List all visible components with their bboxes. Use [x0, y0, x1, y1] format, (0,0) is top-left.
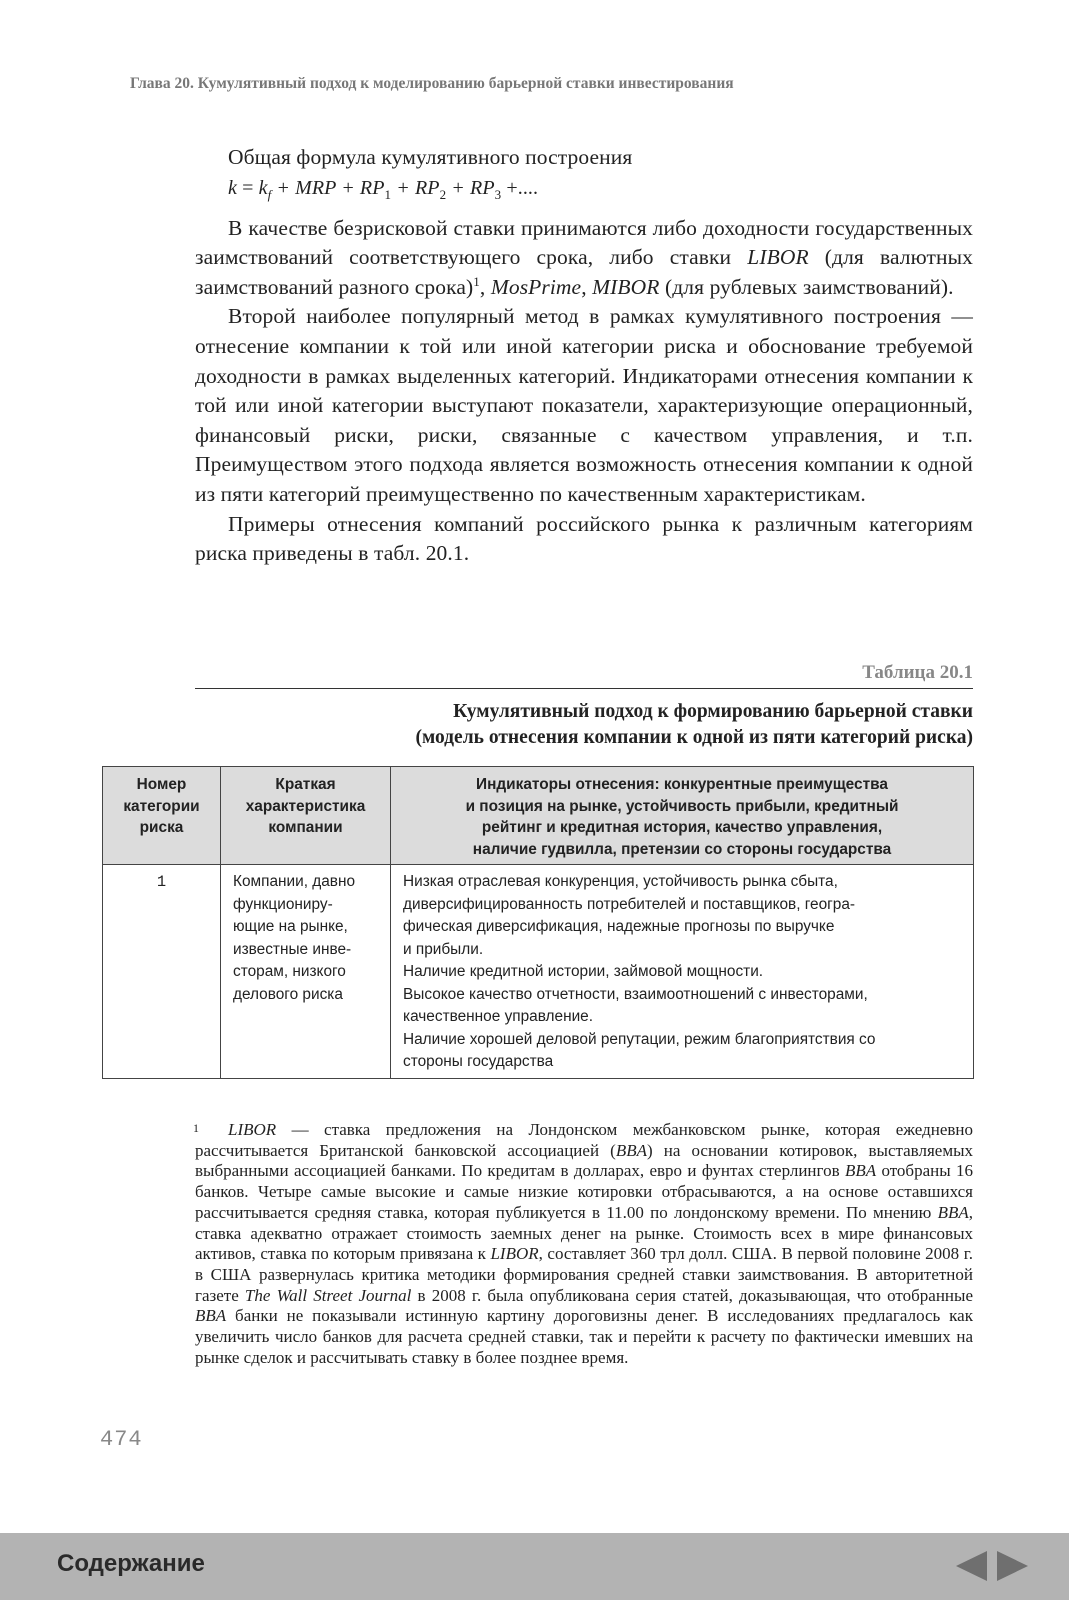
running-head: Глава 20. Кумулятивный подход к моделированию барьерной ставки инвестирования [130, 75, 734, 92]
risk-category-table [102, 766, 974, 1079]
footnote-ref[interactable]: 1 [473, 273, 480, 289]
cell-category: 1 [103, 865, 221, 1079]
paragraph-risk-free-rate: В качестве безрисковой ставки принимаются либо доходности государственных заимствований соответствующего срока, либо ставки LIBOR (для валютных заимствований разного срока)$^1$, MosPrime, MIBOR (для рублевых заимствований). [195, 215, 973, 299]
main-text [195, 143, 973, 569]
contents-link[interactable]: Содержание [57, 1550, 205, 1577]
header-category-number: Номер категории риска [103, 767, 221, 865]
table-rule [195, 688, 973, 689]
page-number: 474 [100, 1427, 143, 1452]
cell-indicators: Низкая отраслевая конкуренция, устойчивость рынка сбыта, диверсифицированность потребителей и поставщиков, геогра- фическая диверсификация, надежные прогнозы по выручке и прибыли. Наличие кредитной истории, займовой мощности. Высокое качество отчетности, взаимоотношений с инвесторами, качественное управление. Наличие хорошей деловой репутации, режим благоприятствия со стороны государства [391, 865, 974, 1079]
triangle-left-icon[interactable] [954, 1549, 988, 1588]
header-indicators: Индикаторы отнесения: конкурентные преимущества и позиция на рынке, устойчивость прибыли, кредитный рейтинг и кредитная история, качество управления, наличие гудвилла, претензии со стороны государства [391, 767, 974, 865]
table-title: Кумулятивный подход к формированию барьерной ставки (модель отнесения компании к одной из пяти категорий риска) [415, 701, 973, 748]
triangle-right-icon[interactable] [996, 1549, 1030, 1588]
footnote [195, 1120, 973, 1368]
paragraph-examples: Примеры отнесения компаний российского рынка к различным категориям риска приведены в табл. 20.1. [195, 511, 973, 566]
bottom-navigation-bar [0, 1533, 1069, 1600]
footnote-mark: 1 [193, 1121, 199, 1135]
table-header-row [103, 767, 974, 865]
paragraph-second-method: Второй наиболее популярный метод в рамках кумулятивного построения — отнесение компании к той или иной категории риска и обоснование требуемой доходности в рамках выделенных категорий. Индикаторами отнесения компании к той или иной категории выступают показатели, характеризующие операционный, финансовый риски, риски, связанные с качеством управления, и т.п. Преимуществом этого подхода является возможность отнесения компании к одной из пяти категорий преимущественно по качественным характеристикам. [195, 304, 973, 506]
table-row [103, 865, 974, 1079]
cumulative-formula: $k = k_f$ + MRP + $RP_1 + RP_2 + RP_3$ +.... [228, 176, 539, 202]
footnote-text: LIBOR — ставка предложения на Лондонском межбанковском рынке, которая ежедневно рассчитывается Британской банковской ассоциацией (BBA) на основании котировок, выставляемых выбранными ассоциацией банками. По кредитам в долларах, евро и фунтах стерлингов BBA отобраны 16 банков. Четыре самые высокие и самые низкие котировки отбрасываются, а на основе оставшихся рассчитывается средняя ставка, которая публикуется в 11.00 по лондонскому времени. По мнению BBA, ставка адекватно отражает стоимость заемных денег на рынке. Стоимость всех в мире финансовых активов, ставка по которым привязана к LIBOR, составляет 360 трл долл. США. В первой половине 2008 г. в США развернулась критика методики формирования средней ставки заимствования. В авторитетной газете The Wall Street Journal в 2008 г. была опубликована серия статей, доказывающая, что отобранные BBA банки не показывали истинную картину дороговизны денег. В исследованиях предлагалось как увеличить число банков для расчета средней ставки, так и перейти к расчету по фактически имевших на рынке сделок и рассчитывать ставку в более позднее время. [195, 1120, 974, 1367]
formula-intro: Общая формула кумулятивного построения [228, 145, 633, 169]
cell-description: Компании, давно функциониру- ющие на рынке, известные инве- сторам, низкого делового риска [221, 865, 391, 1079]
table-number: Таблица 20.1 [862, 662, 973, 683]
header-company-description: Краткая характеристика компании [221, 767, 391, 865]
